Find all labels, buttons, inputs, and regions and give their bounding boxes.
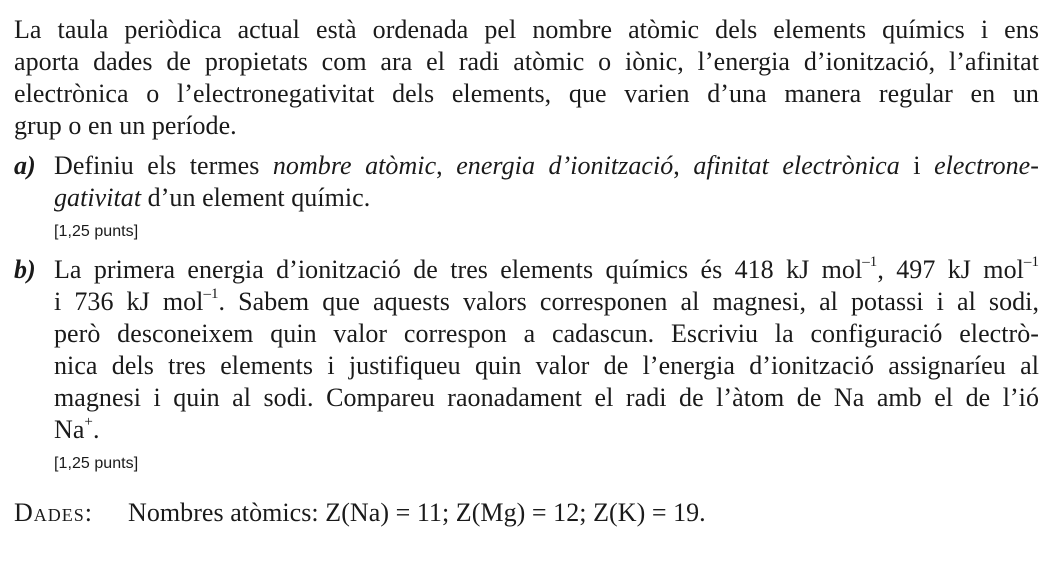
separator: , — [673, 151, 694, 180]
question-a-text-2: d’un element químic. — [141, 183, 371, 212]
question-b-line-2 — [54, 286, 1039, 318]
question-b-line-2-text-2: . Sabem que aquests valors corresponen al magnesi, al potassi i al sodi, — [218, 287, 1039, 316]
question-b-text — [54, 254, 1039, 446]
question-b-line-4: nica dels tres elements i justifiqueu quin valor de l’energia d’ionització assignaríeu al — [54, 351, 1039, 380]
term-atomic-number: nombre atòmic — [272, 151, 437, 180]
intro-line-1: La taula periòdica actual està ordenada pel nombre atòmic dels elements químics i ens — [14, 15, 1039, 44]
term-electronegativity-part-1: electrone- — [934, 151, 1039, 180]
separator: , — [436, 151, 457, 180]
question-b-line-1-text: La primera energia d’ionització de tres elements químics és 418 kJ mol — [54, 255, 863, 284]
question-b-points: [1,25 punts] — [54, 455, 139, 472]
question-b-line-2-text-1: i 736 kJ mol — [54, 287, 204, 316]
document — [14, 14, 1039, 529]
question-a — [14, 150, 1039, 243]
intro-line-4: grup o en un període. — [14, 111, 237, 140]
question-b-line-6 — [54, 414, 1039, 446]
data-section — [14, 497, 1039, 529]
question-b-line-1 — [54, 254, 1039, 286]
intro-line-3: electrònica o l’electronegativitat dels elements, que varien d’una manera regular en un — [14, 79, 1039, 108]
term-electronegativity-part-2: gativitat — [54, 183, 142, 212]
question-a-line-2 — [54, 182, 1039, 214]
data-label: Dades: — [14, 498, 94, 527]
intro-paragraph — [14, 14, 1039, 142]
period: . — [92, 415, 100, 444]
question-b-line-3: però desconeixem quin valor correspon a cadascun. Escriviu la configuració electrò- — [54, 319, 1039, 348]
data-text: Nombres atòmics: Z(Na) = 11; Z(Mg) = 12; Z(K) = 19. — [128, 498, 706, 527]
question-a-text — [54, 150, 1039, 214]
question-a-points: [1,25 punts] — [54, 223, 139, 240]
intro-line-2: aporta dades de propietats com ara el radi atòmic o iònic, l’energia d’ionització, l’afinitat — [14, 47, 1039, 76]
question-a-line-1 — [54, 150, 1039, 182]
question-a-label: a) — [14, 151, 36, 180]
question-b-label: b) — [14, 255, 36, 284]
exponent: –1 — [1023, 254, 1039, 271]
exponent: –1 — [203, 286, 219, 303]
question-b — [14, 254, 1039, 475]
question-b-line-1-text-2: , 497 kJ mol — [877, 255, 1024, 284]
ion-charge: + — [84, 414, 93, 431]
sodium-symbol: Na — [54, 415, 85, 444]
separator: i — [899, 151, 935, 180]
term-ionization-energy: energia d’ionització — [456, 151, 674, 180]
question-b-line-5: magnesi i quin al sodi. Compareu raonadament el radi de l’àtom de Na amb el de l’ió — [54, 383, 1039, 412]
term-electron-affinity: afinitat electrònica — [693, 151, 900, 180]
question-a-text-1: Definiu els termes — [54, 151, 273, 180]
exponent: –1 — [862, 254, 878, 271]
